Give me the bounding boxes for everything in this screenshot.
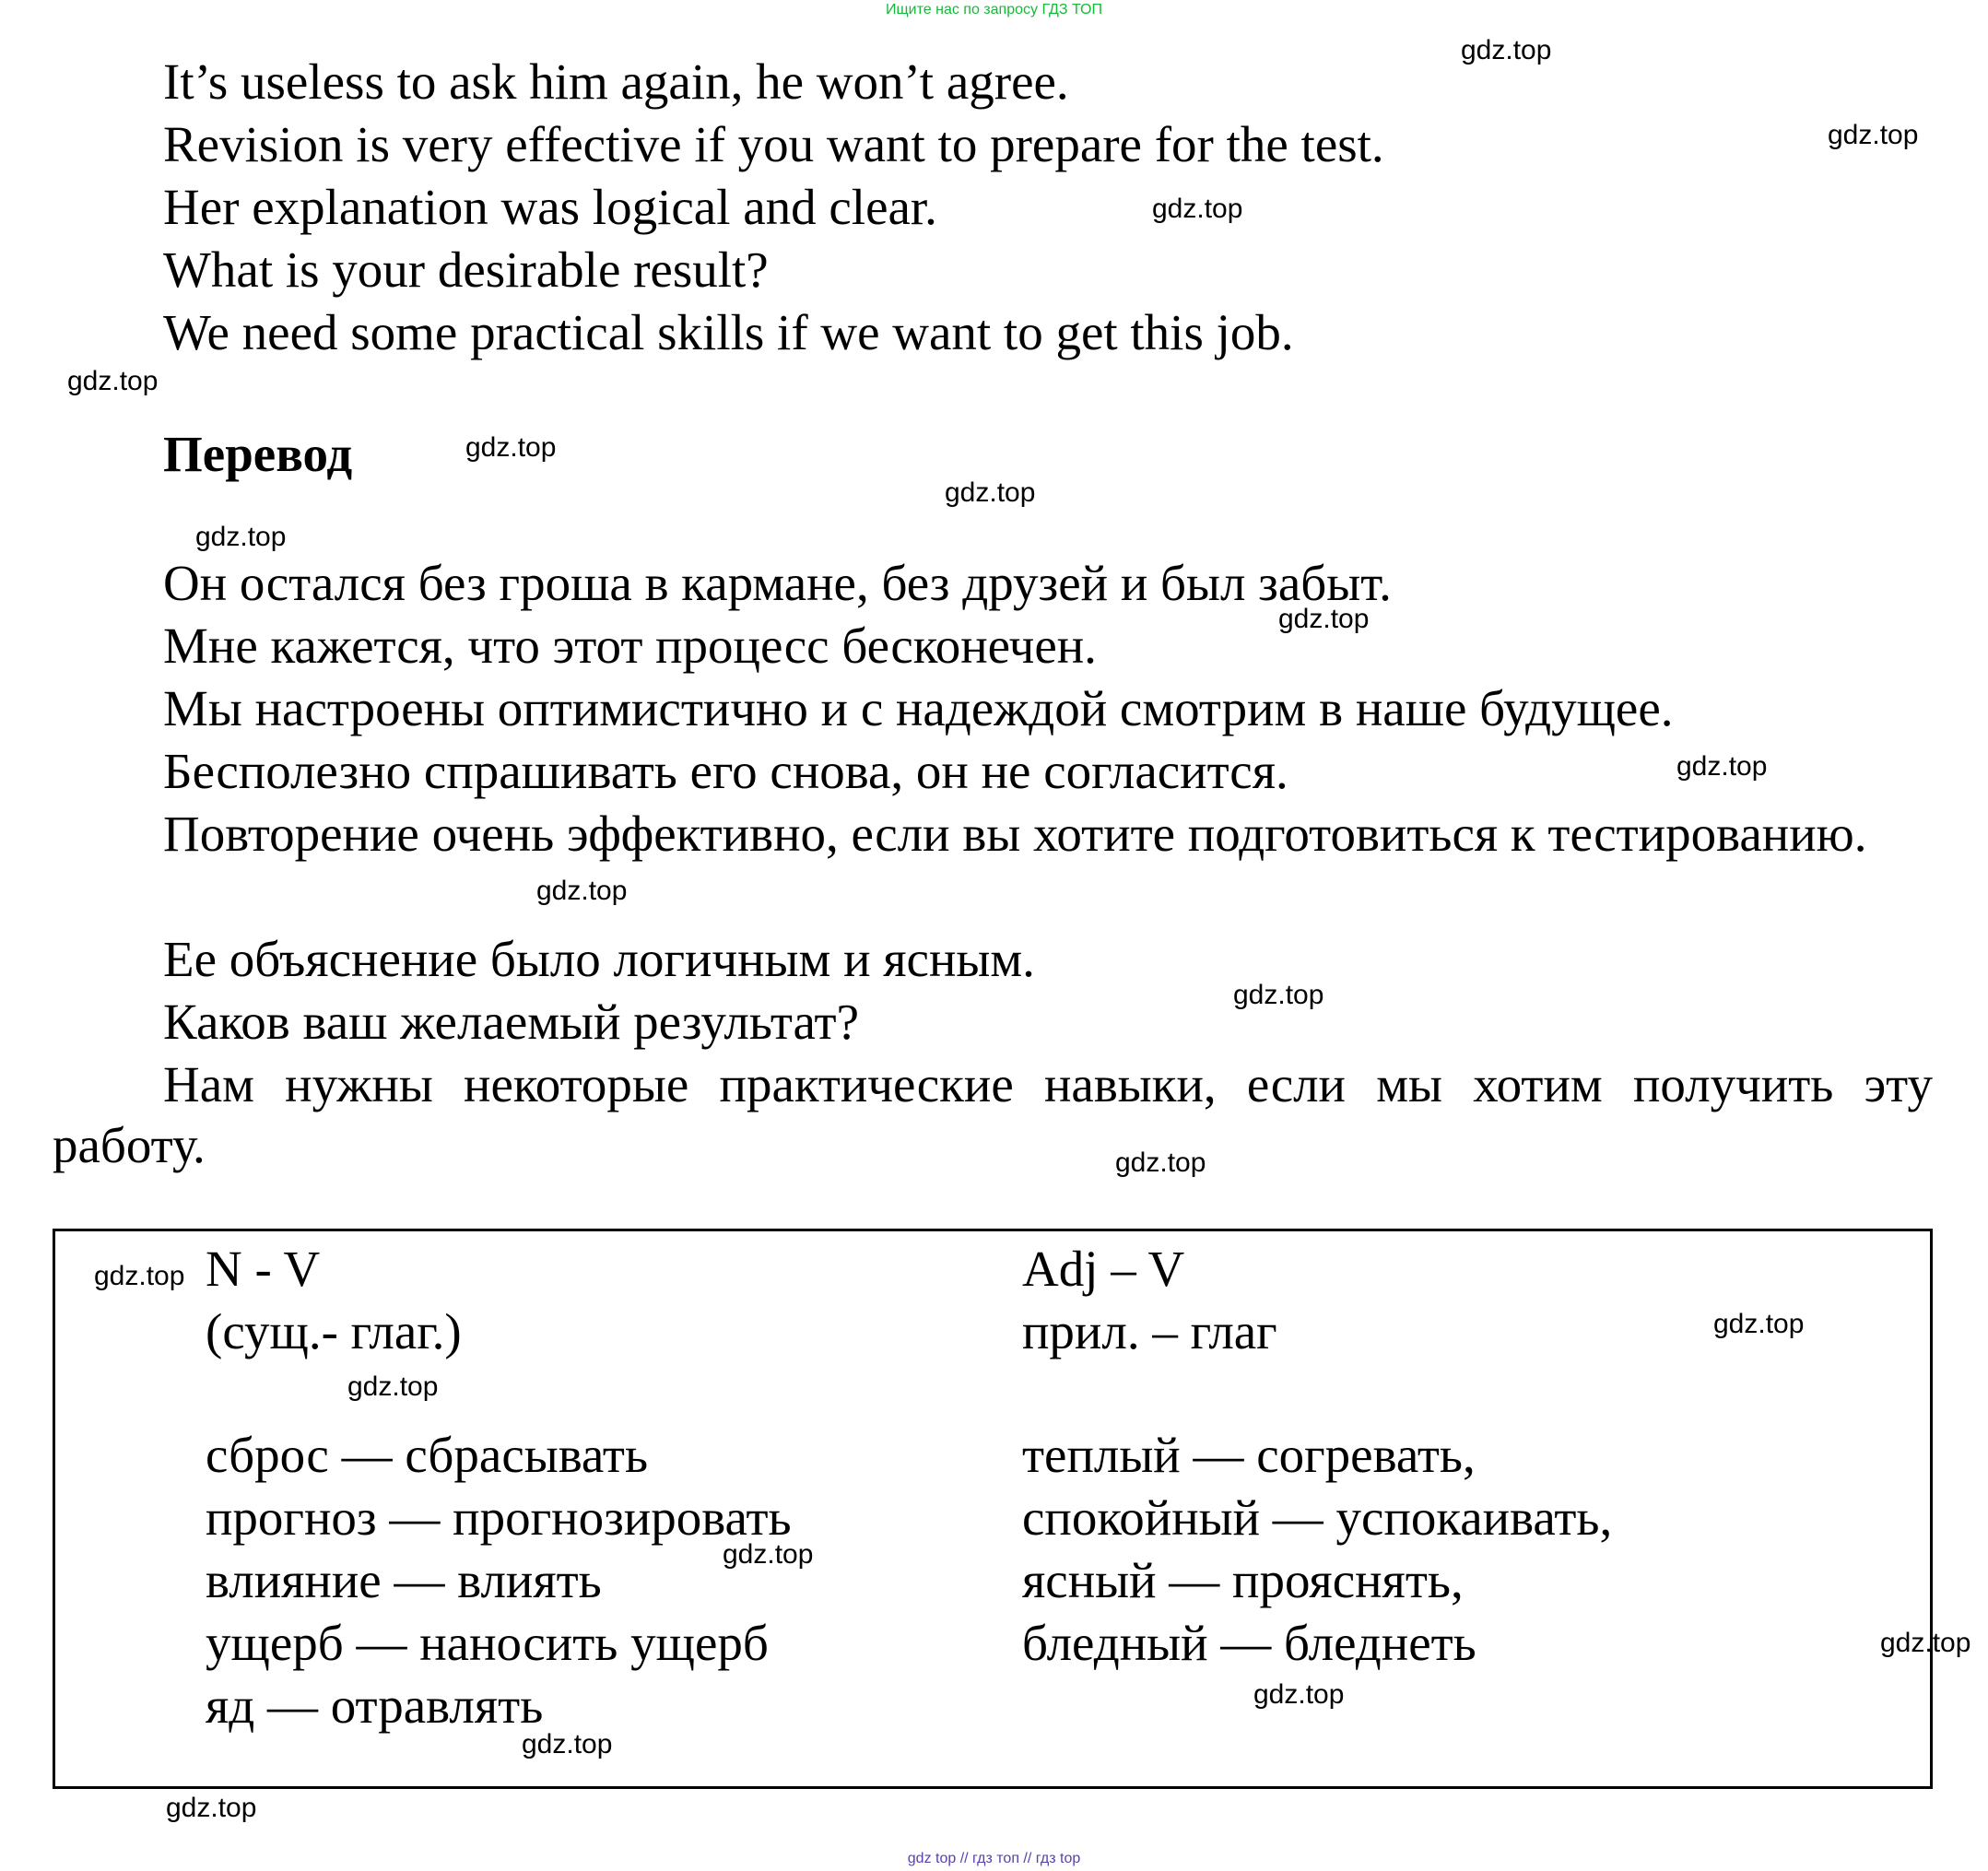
- left-word-pair: сброс — сбрасывать: [206, 1427, 649, 1483]
- left-word-pair: влияние — влиять: [206, 1552, 602, 1608]
- translation-line: Каков ваш желаемый результат?: [163, 994, 859, 1050]
- watermark: gdz.top: [67, 366, 159, 396]
- watermark: gdz.top: [1152, 194, 1243, 224]
- watermark: gdz.top: [1233, 980, 1324, 1010]
- translation-paragraph: Нам нужны некоторые практические навыки, если мы хотим получить эту работу.: [53, 1056, 1933, 1173]
- translation-paragraph: Повторение очень эффективно, если вы хотите подготовиться к тестированию.: [163, 806, 1867, 862]
- right-column-header: Adj – V: [1022, 1241, 1185, 1297]
- right-word-pair: ясный — прояснять,: [1022, 1552, 1464, 1608]
- english-line: It’s useless to ask him again, he won’t agree.: [163, 53, 1069, 110]
- watermark: gdz.top: [1278, 604, 1370, 634]
- watermark: gdz.top: [465, 432, 557, 463]
- left-word-pair: яд — отравлять: [206, 1677, 544, 1734]
- right-word-pair: бледный — бледнеть: [1022, 1615, 1476, 1671]
- translation-line: Мы настроены оптимистично и с надеждой смотрим в наше будущее.: [163, 680, 1674, 736]
- english-line: Revision is very effective if you want to prepare for the test.: [163, 116, 1384, 172]
- watermark: gdz.top: [1461, 35, 1552, 65]
- watermark: gdz.top: [1253, 1679, 1345, 1710]
- top-banner: Ищите нас по запросу ГДЗ ТОП: [886, 2, 1102, 18]
- left-word-pair: прогноз — прогнозировать: [206, 1489, 792, 1546]
- left-column-header: N - V: [206, 1241, 321, 1297]
- watermark: gdz.top: [195, 522, 287, 552]
- right-column-subheader: прил. – глаг: [1022, 1303, 1277, 1359]
- english-line: What is your desirable result?: [163, 241, 769, 298]
- watermark: gdz.top: [1676, 751, 1768, 782]
- footer-links: gdz top // гдз топ // гдз top: [907, 1851, 1081, 1866]
- watermark: gdz.top: [1880, 1628, 1971, 1658]
- watermark: gdz.top: [347, 1371, 439, 1402]
- english-line: Her explanation was logical and clear.: [163, 179, 937, 235]
- watermark: gdz.top: [1713, 1309, 1805, 1339]
- right-word-pair: спокойный — успокаивать,: [1022, 1489, 1613, 1546]
- watermark: gdz.top: [94, 1261, 185, 1291]
- watermark: gdz.top: [1115, 1147, 1206, 1178]
- watermark: gdz.top: [522, 1729, 613, 1759]
- translation-line: Бесполезно спрашивать его снова, он не согласится.: [163, 743, 1288, 799]
- watermark: gdz.top: [945, 477, 1036, 508]
- right-word-pair: теплый — согревать,: [1022, 1427, 1476, 1483]
- left-word-pair: ущерб — наносить ущерб: [206, 1615, 769, 1671]
- watermark: gdz.top: [723, 1539, 814, 1570]
- left-column-subheader: (сущ.- глаг.): [206, 1303, 462, 1359]
- watermark: gdz.top: [1828, 120, 1919, 150]
- watermark: gdz.top: [536, 876, 628, 906]
- translation-line: Он остался без гроша в кармане, без друзей и был забыт.: [163, 555, 1392, 611]
- watermark: gdz.top: [166, 1793, 257, 1823]
- translation-line: Ее объяснение было логичным и ясным.: [163, 931, 1035, 987]
- english-line: We need some practical skills if we want to get this job.: [163, 304, 1294, 360]
- translation-line: Мне кажется, что этот процесс бесконечен.: [163, 618, 1097, 674]
- translation-heading: Перевод: [163, 426, 353, 482]
